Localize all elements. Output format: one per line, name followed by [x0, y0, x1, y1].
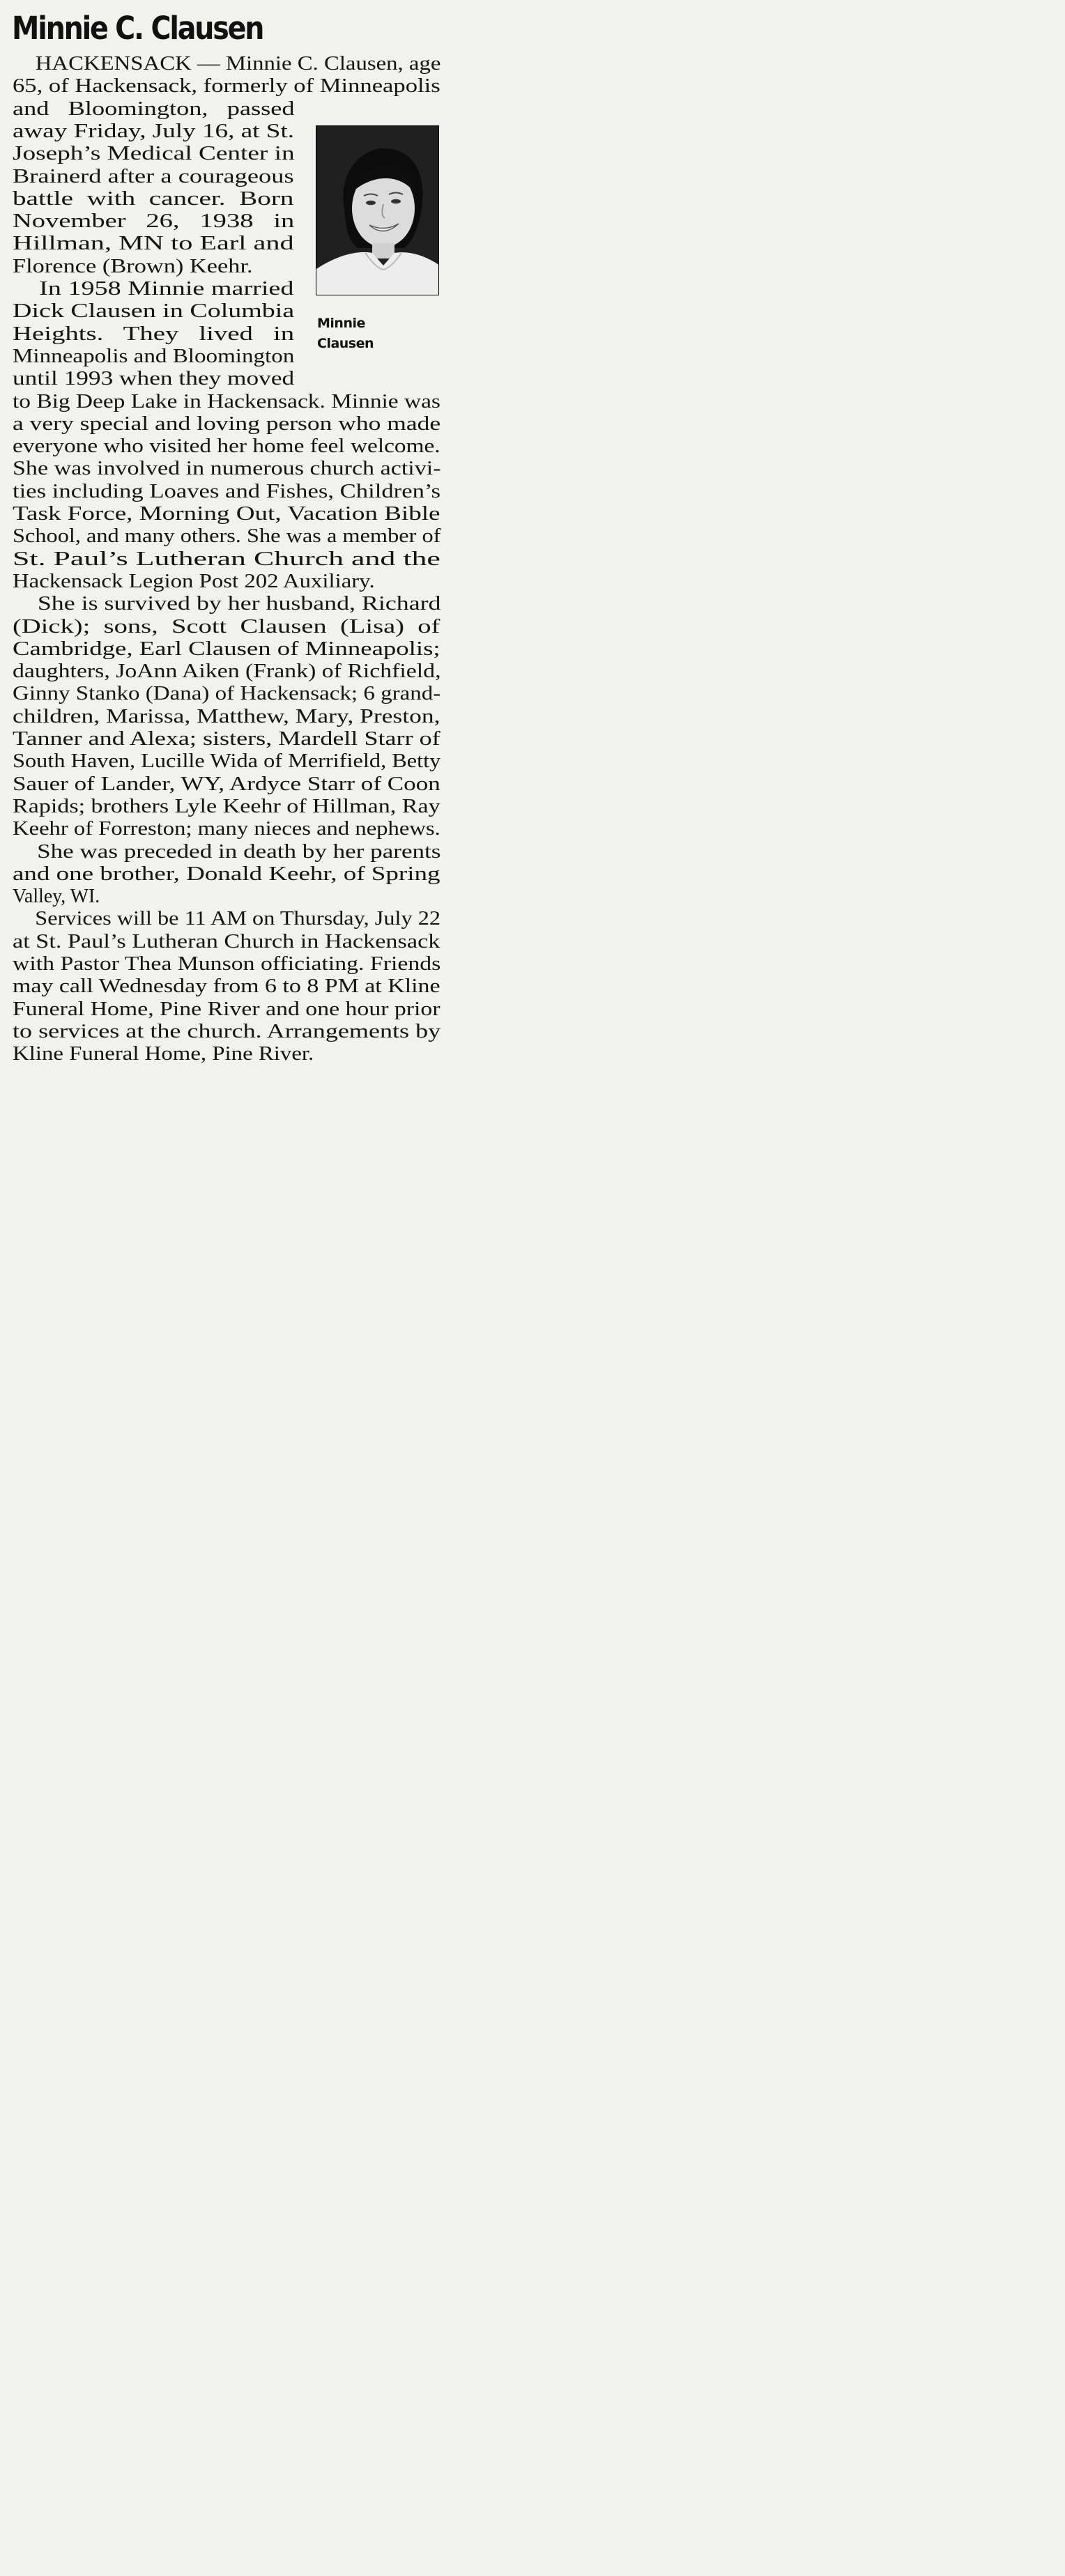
body-text-line: at St. Paul’s Lutheran Church in Hackensack	[13, 930, 440, 952]
body-text-line: to services at the church. Arrangements by	[13, 1020, 441, 1042]
body-text-line: Funeral Home, Pine River and one hour prior	[13, 998, 440, 1020]
body-text-line: daughters, JoAnn Aiken (Frank) of Richfield,	[13, 661, 441, 683]
body-text-line: HACKENSACK — Minnie C. Clausen, age	[13, 53, 441, 75]
body-text-line: She is survived by her husband, Richard	[13, 593, 441, 615]
photo-caption	[317, 314, 374, 354]
portrait-illustration	[316, 126, 439, 295]
photo-caption-line: Clausen	[317, 336, 374, 351]
body-text-line: South Haven, Lucille Wida of Merrifield, Betty	[13, 750, 441, 773]
body-text-line: Services will be 11 AM on Thursday, July 22	[13, 908, 440, 930]
portrait-photo	[316, 125, 439, 295]
body-text-line: She was involved in numerous church activi-	[13, 458, 441, 480]
body-text-line: Tanner and Alexa; sisters, Mardell Starr of	[13, 728, 440, 750]
body-text-line: November 26, 1938 in	[13, 210, 295, 233]
body-text-line: with Pastor Thea Munson officiating. Friends	[13, 953, 441, 975]
body-text-line: battle with cancer. Born	[13, 187, 294, 210]
body-text-line: ties including Loaves and Fishes, Children’s	[13, 480, 441, 502]
body-text-line: Kline Funeral Home, Pine River.	[13, 1043, 314, 1065]
body-text-line: Dick Clausen in Columbia	[13, 300, 295, 323]
obituary-clipping	[0, 0, 452, 1093]
body-text-line: School, and many others. She was a member of	[13, 525, 441, 548]
body-text-line: Heights. They lived in	[13, 323, 295, 345]
body-text-line: Hillman, MN to Earl and	[13, 233, 294, 255]
body-text-line: Joseph’s Medical Center in	[13, 143, 295, 165]
body-text-line: Keehr of Forreston; many nieces and nephews.	[13, 818, 440, 840]
body-text-line: Minneapolis and Bloomington	[13, 345, 295, 367]
body-text-line: Task Force, Morning Out, Vacation Bible	[13, 503, 440, 525]
body-text-line: and one brother, Donald Keehr, of Spring	[13, 863, 440, 885]
body-text-line: away Friday, July 16, at St.	[13, 120, 295, 142]
photo-caption-line: Minnie	[317, 316, 365, 331]
body-text-line: 65, of Hackensack, formerly of Minneapolis	[13, 75, 440, 98]
body-text-line: Ginny Stanko (Dana) of Hackensack; 6 grand-	[13, 683, 441, 705]
body-text-line: Florence (Brown) Keehr.	[13, 255, 253, 277]
body-text-line: Valley, WI.	[13, 886, 100, 908]
body-text-line: and Bloomington, passed	[13, 98, 295, 120]
body-text-line: Sauer of Lander, WY, Ardyce Starr of Coon	[13, 773, 440, 795]
body-text-line: may call Wednesday from 6 to 8 PM at Kline	[13, 975, 440, 998]
body-text-line: Hackensack Legion Post 202 Auxiliary.	[13, 570, 375, 592]
body-text-line: until 1993 when they moved	[13, 368, 295, 390]
body-text-line: In 1958 Minnie married	[13, 278, 294, 300]
body-text-line: (Dick); sons, Scott Clausen (Lisa) of	[13, 615, 440, 638]
body-text-line: Cambridge, Earl Clausen of Minneapolis;	[13, 638, 440, 660]
body-text-line: She was preceded in death by her parents	[13, 840, 441, 863]
body-text-line: children, Marissa, Matthew, Mary, Preston,	[13, 705, 440, 727]
body-text-line: Brainerd after a courageous	[13, 165, 294, 187]
obituary-headline: Minnie C. Clausen	[12, 10, 263, 47]
body-text-line: everyone who visited her home feel welcome.	[13, 435, 440, 458]
body-text-line: St. Paul’s Lutheran Church and the	[13, 548, 440, 570]
body-text-line: a very special and loving person who made	[13, 412, 441, 435]
body-text-line: Rapids; brothers Lyle Keehr of Hillman, Ray	[13, 795, 440, 817]
portrait-photo-frame	[316, 125, 439, 295]
body-text-line: to Big Deep Lake in Hackensack. Minnie was	[13, 390, 440, 412]
